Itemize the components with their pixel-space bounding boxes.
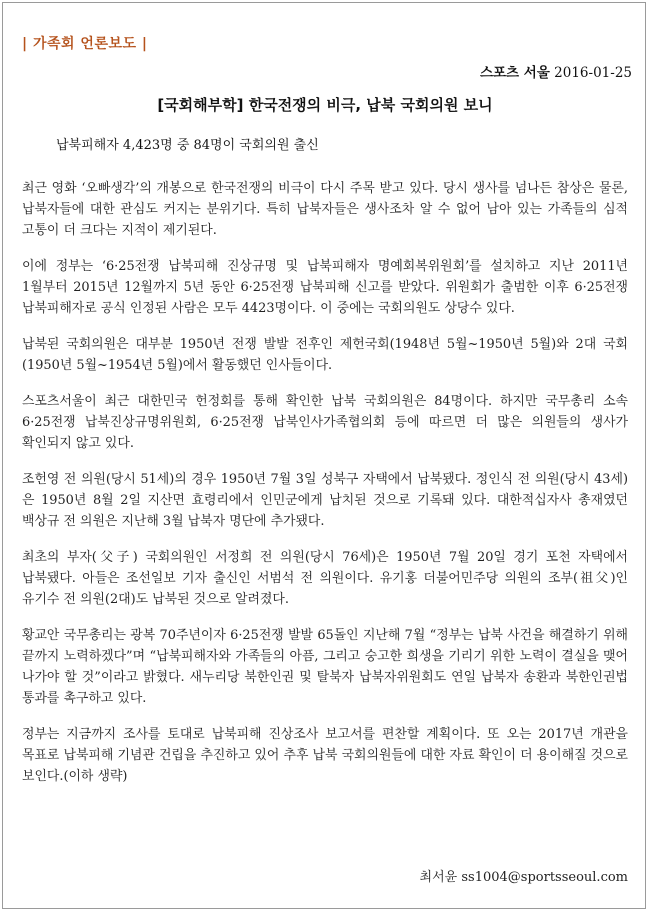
- article-date: 2016-01-25: [554, 65, 632, 81]
- paragraph: 스포츠서울이 최근 대한민국 헌정회를 통해 확인한 납북 국회의원은 84명이다. 하지만 국무총리 소속 6·25전쟁 납북진상규명위원회, 6·25전쟁 납북인사가족협의회 등에 따르면 더 많은 의원들의 생사가 확인되지 않고 있다.: [22, 394, 628, 451]
- article-subtitle: 납북피해자 4,423명 중 84명이 국회의원 출신: [56, 138, 319, 153]
- article-source: [480, 61, 632, 81]
- paragraph: 황교안 국무총리는 광복 70주년이자 6·25전쟁 발발 65돌인 지난해 7월 “정부는 납북 사건을 해결하기 위해 끝까지 노력하겠다”며 “납북피해자와 가족들의 아픔, 그리고 숭고한 희생을 기리기 위한 노력이 결실을 맺어 나가야 할 것”이라고 밝혔다. 새누리당 북한인권 및 탈북자 납북자위원회도 연일 납북자 송환과 북한인권법 통과를 촉구하고 있다.: [22, 628, 628, 706]
- paragraph: 조헌영 전 의원(당시 51세)의 경우 1950년 7월 3일 성북구 자택에서 납북됐다. 정인식 전 의원(당시 43세)은 1950년 8월 2일 지산면 효령리에서 인민군에게 납치된 것으로 기록돼 있다. 대한적십자사 총재였던 백상규 전 의원은 지난해 3월 납북자 명단에 추가됐다.: [22, 472, 628, 529]
- article-headline: [국회해부학] 한국전쟁의 비극, 납북 국회의원 보니: [157, 96, 493, 114]
- section-label: | 가족회 언론보도 |: [22, 36, 148, 52]
- paragraph: 납북된 국회의원은 대부분 1950년 전쟁 발발 전후인 제헌국회(1948년 5월~1950년 5월)와 2대 국회(1950년 5월~1954년 5월)에서 활동했던 인사들이다.: [22, 337, 628, 373]
- article-body: [22, 178, 628, 802]
- byline: 최서윤 ss1004@sportsseoul.com: [419, 870, 628, 885]
- paragraph: 이에 정부는 ‘6·25전쟁 납북피해 진상규명 및 납북피해자 명예회복위원회’를 설치하고 지난 2011년 1월부터 2015년 12월까지 5년 동안 6·25전쟁 납북피해 신고를 받았다. 위원회가 출범한 이후 6·25전쟁 납북피해자로 공식 인정된 사람은 모두 4423명이다. 이 중에는 국회의원도 상당수 있다.: [22, 259, 628, 316]
- paragraph: 정부는 지금까지 조사를 토대로 납북피해 진상조사 보고서를 편찬할 계획이다. 또 오는 2017년 개관을 목표로 납북피해 기념관 건립을 추진하고 있어 추후 납북 국회의원들에 대한 자료 확인이 더 용이해질 것으로 보인다.(이하 생략): [22, 727, 628, 784]
- paragraph: 최근 영화 ‘오빠생각’의 개봉으로 한국전쟁의 비극이 다시 주목 받고 있다. 당시 생사를 넘나든 참상은 물론, 납북자들에 대한 관심도 커지는 분위기다. 특히 납북자들은 생사조차 알 수 없어 남아 있는 가족들의 심적 고통이 더 크다는 지적이 제기된다.: [22, 181, 628, 238]
- paragraph: 최초의 부자(父子) 국회의원인 서정희 전 의원(당시 76세)은 1950년 7월 20일 경기 포천 자택에서 납북됐다. 아들은 조선일보 기자 출신인 서범석 전 의원이다. 유기홍 더불어민주당 의원의 조부(祖父)인 유기수 전 의원(2대)도 납북된 것으로 알려졌다.: [22, 550, 628, 607]
- outlet-name: 스포츠 서울: [479, 65, 550, 81]
